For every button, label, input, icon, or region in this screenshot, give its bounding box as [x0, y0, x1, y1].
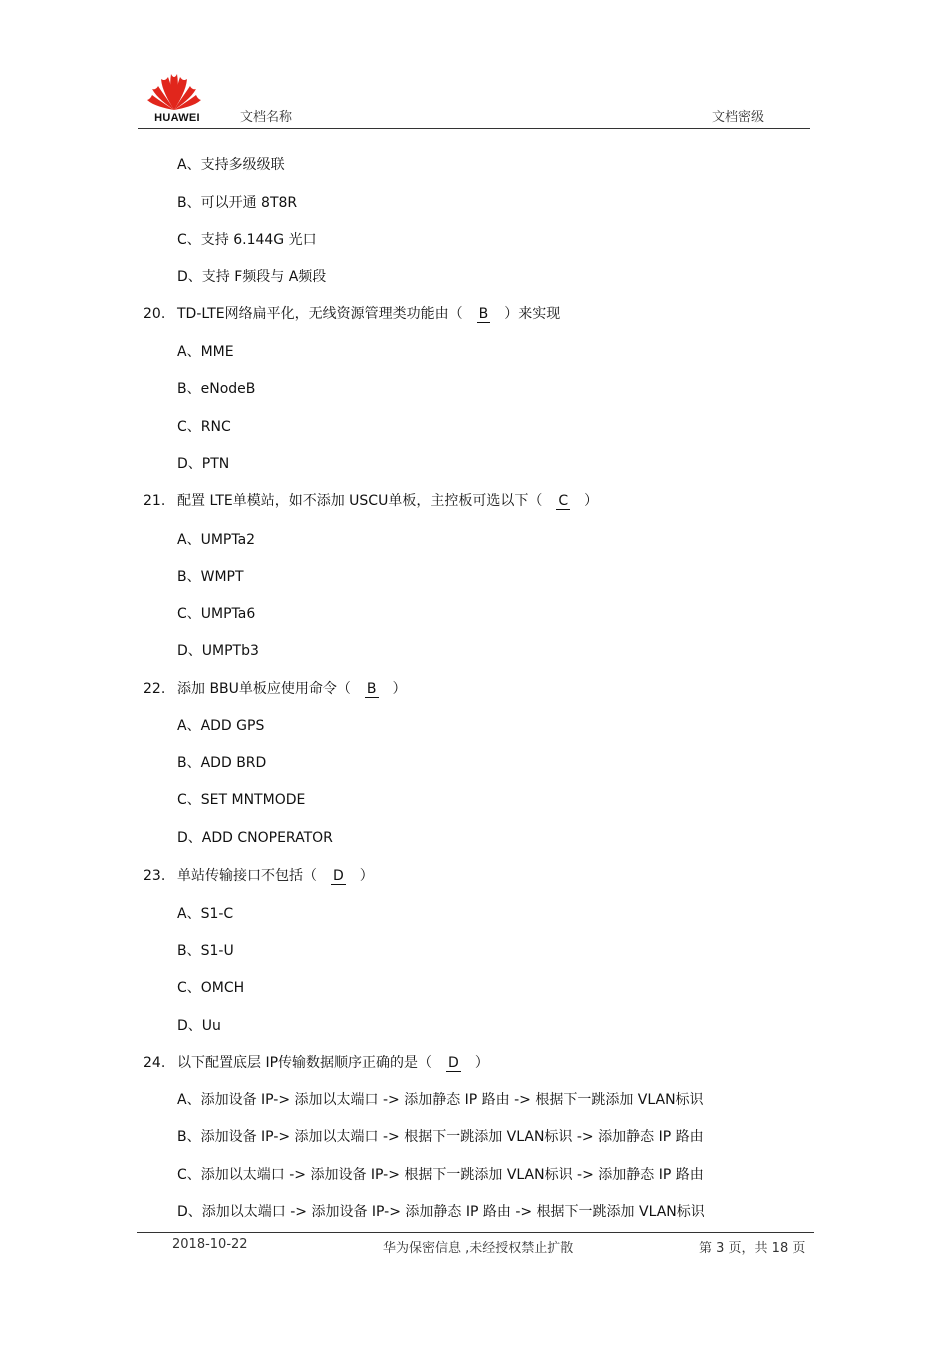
footer-confidential-notice: 华为保密信息 ,未经授权禁止扩散 [383, 1241, 574, 1256]
answer-option: C、添加以太端口 -> 添加设备 IP-> 根据下一跳添加 VLAN标识 -> 添加静态 IP 路由 [177, 1167, 704, 1183]
answer-option: B、可以开通 8T8R [177, 195, 298, 211]
question-stem [143, 492, 598, 510]
question-number: 21. [143, 493, 166, 509]
question-text: 以下配置底层 IP传输数据顺序正确的是（ [177, 1055, 433, 1071]
question-stem [143, 680, 407, 698]
question-answer: B [366, 681, 377, 697]
question-number: 24. [143, 1055, 166, 1071]
answer-option: D、支持 F频段与 A频段 [177, 269, 327, 285]
page-footer [137, 1232, 814, 1263]
question-number: 20. [143, 306, 166, 322]
answer-option: B、S1-U [177, 943, 234, 959]
question-text: 配置 LTE单模站，如不添加 USCU单板，主控板可选以下（ [177, 493, 543, 509]
question-stem [143, 305, 560, 323]
answer-option: C、支持 6.144G 光口 [177, 232, 317, 248]
document-name: 文档名称 [240, 110, 293, 125]
answer-option: A、ADD GPS [177, 718, 265, 734]
answer-option: C、UMPTa6 [177, 606, 256, 622]
document-security-level: 文档密级 [712, 110, 765, 125]
question-answer: D [333, 868, 344, 884]
answer-option: A、支持多级级联 [177, 157, 285, 173]
question-text-end: ） [474, 1055, 489, 1071]
huawei-flower-icon [144, 68, 204, 112]
question-number: 22. [143, 681, 166, 697]
question-text-end: ） [584, 493, 599, 509]
answer-option: D、PTN [177, 456, 230, 472]
question-number: 23. [143, 868, 166, 884]
footer-page-number: 第 3 页，共 18 页 [699, 1241, 806, 1256]
question-answer: C [558, 493, 569, 509]
question-answer: D [448, 1055, 459, 1071]
huawei-logo [144, 68, 204, 126]
question-text: TD-LTE网络扁平化，无线资源管理类功能由（ [177, 306, 463, 322]
answer-option: A、MME [177, 344, 234, 360]
answer-option: A、添加设备 IP-> 添加以太端口 -> 添加静态 IP 路由 -> 根据下一跳添加 VLAN标识 [177, 1092, 704, 1108]
answer-option: D、添加以太端口 -> 添加设备 IP-> 添加静态 IP 路由 -> 根据下一跳添加 VLAN标识 [177, 1204, 705, 1220]
question-stem [143, 1054, 489, 1072]
answer-option: D、Uu [177, 1018, 221, 1034]
answer-option: C、SET MNTMODE [177, 792, 306, 808]
page-header [138, 68, 810, 129]
answer-option: A、S1-C [177, 906, 234, 922]
answer-option: B、WMPT [177, 569, 244, 585]
question-text-end: ） [359, 868, 374, 884]
footer-date: 2018-10-22 [172, 1237, 248, 1252]
question-text: 单站传输接口不包括（ [177, 868, 317, 884]
answer-option: D、UMPTb3 [177, 643, 259, 659]
answer-option: D、ADD CNOPERATOR [177, 830, 333, 846]
answer-option: B、添加设备 IP-> 添加以太端口 -> 根据下一跳添加 VLAN标识 -> 添加静态 IP 路由 [177, 1129, 704, 1145]
answer-option: C、OMCH [177, 980, 245, 996]
question-stem [143, 867, 374, 885]
answer-option: C、RNC [177, 419, 231, 435]
question-text-end: ） [392, 681, 407, 697]
question-text-end: ）来实现 [504, 306, 561, 322]
question-text: 添加 BBU单板应使用命令（ [177, 681, 351, 697]
answer-option: B、eNodeB [177, 381, 256, 397]
answer-option: A、UMPTa2 [177, 532, 256, 548]
question-answer: B [478, 306, 489, 322]
logo-text: HUAWEI [154, 112, 200, 124]
answer-option: B、ADD BRD [177, 755, 267, 771]
